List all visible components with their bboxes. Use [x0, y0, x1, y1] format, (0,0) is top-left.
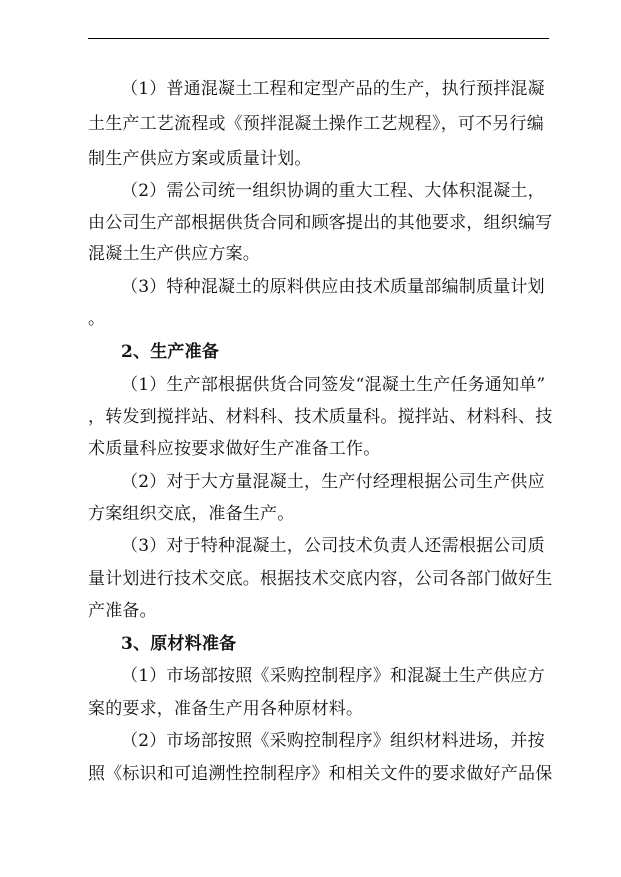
paragraph-line: 制生产供应方案或质量计划。: [88, 149, 312, 169]
paragraph-line: 产准备。: [88, 601, 157, 621]
paragraph-line: （3）特种混凝土的原料供应由技术质量部编制质量计划: [121, 277, 545, 297]
paragraph-line: 量计划进行技术交底。根据技术交底内容，公司各部门做好生: [88, 569, 553, 589]
paragraph-line: （2）市场部按照《采购控制程序》组织材料进场，并按: [121, 731, 545, 751]
paragraph-line: 。: [88, 309, 106, 329]
paragraph-line: （1）生产部根据供货合同签发“混凝土生产任务通知单”: [121, 375, 546, 395]
paragraph-line: （1）市场部按照《采购控制程序》和混凝土生产供应方: [121, 666, 545, 686]
paragraph-line: （2）对于大方量混凝土，生产付经理根据公司生产供应: [121, 472, 545, 492]
paragraph-line: 混凝土生产供应方案。: [88, 244, 260, 264]
paragraph-line: 方案组织交底，准备生产。: [88, 504, 295, 524]
paragraph-line: 由公司生产部根据供货合同和顾客提出的其他要求，组织编写: [88, 213, 553, 233]
paragraph-line: 土生产工艺流程或《预拌混凝土操作工艺规程》，可不另行编: [88, 114, 544, 134]
paragraph-line: （3）对于特种混凝土，公司技术负责人还需根据公司质: [121, 536, 545, 556]
paragraph-line: 术质量科应按要求做好生产准备工作。: [88, 439, 381, 459]
paragraph-line: （1）普通混凝土工程和定型产品的生产，执行预拌混凝: [121, 79, 545, 99]
header-rule: [88, 38, 549, 39]
section-heading: 2、生产准备: [121, 342, 220, 362]
paragraph-line: 案的要求，准备生产用各种原材料。: [88, 699, 364, 719]
section-heading: 3、原材料准备: [121, 634, 237, 654]
paragraph-line: ，转发到搅拌站、材料科、技术质量科。搅拌站、材料科、技: [88, 407, 553, 427]
paragraph-line: 照《标识和可追溯性控制程序》和相关文件的要求做好产品保: [88, 764, 553, 784]
paragraph-line: （2）需公司统一组织协调的重大工程、大体积混凝土，: [121, 181, 545, 201]
